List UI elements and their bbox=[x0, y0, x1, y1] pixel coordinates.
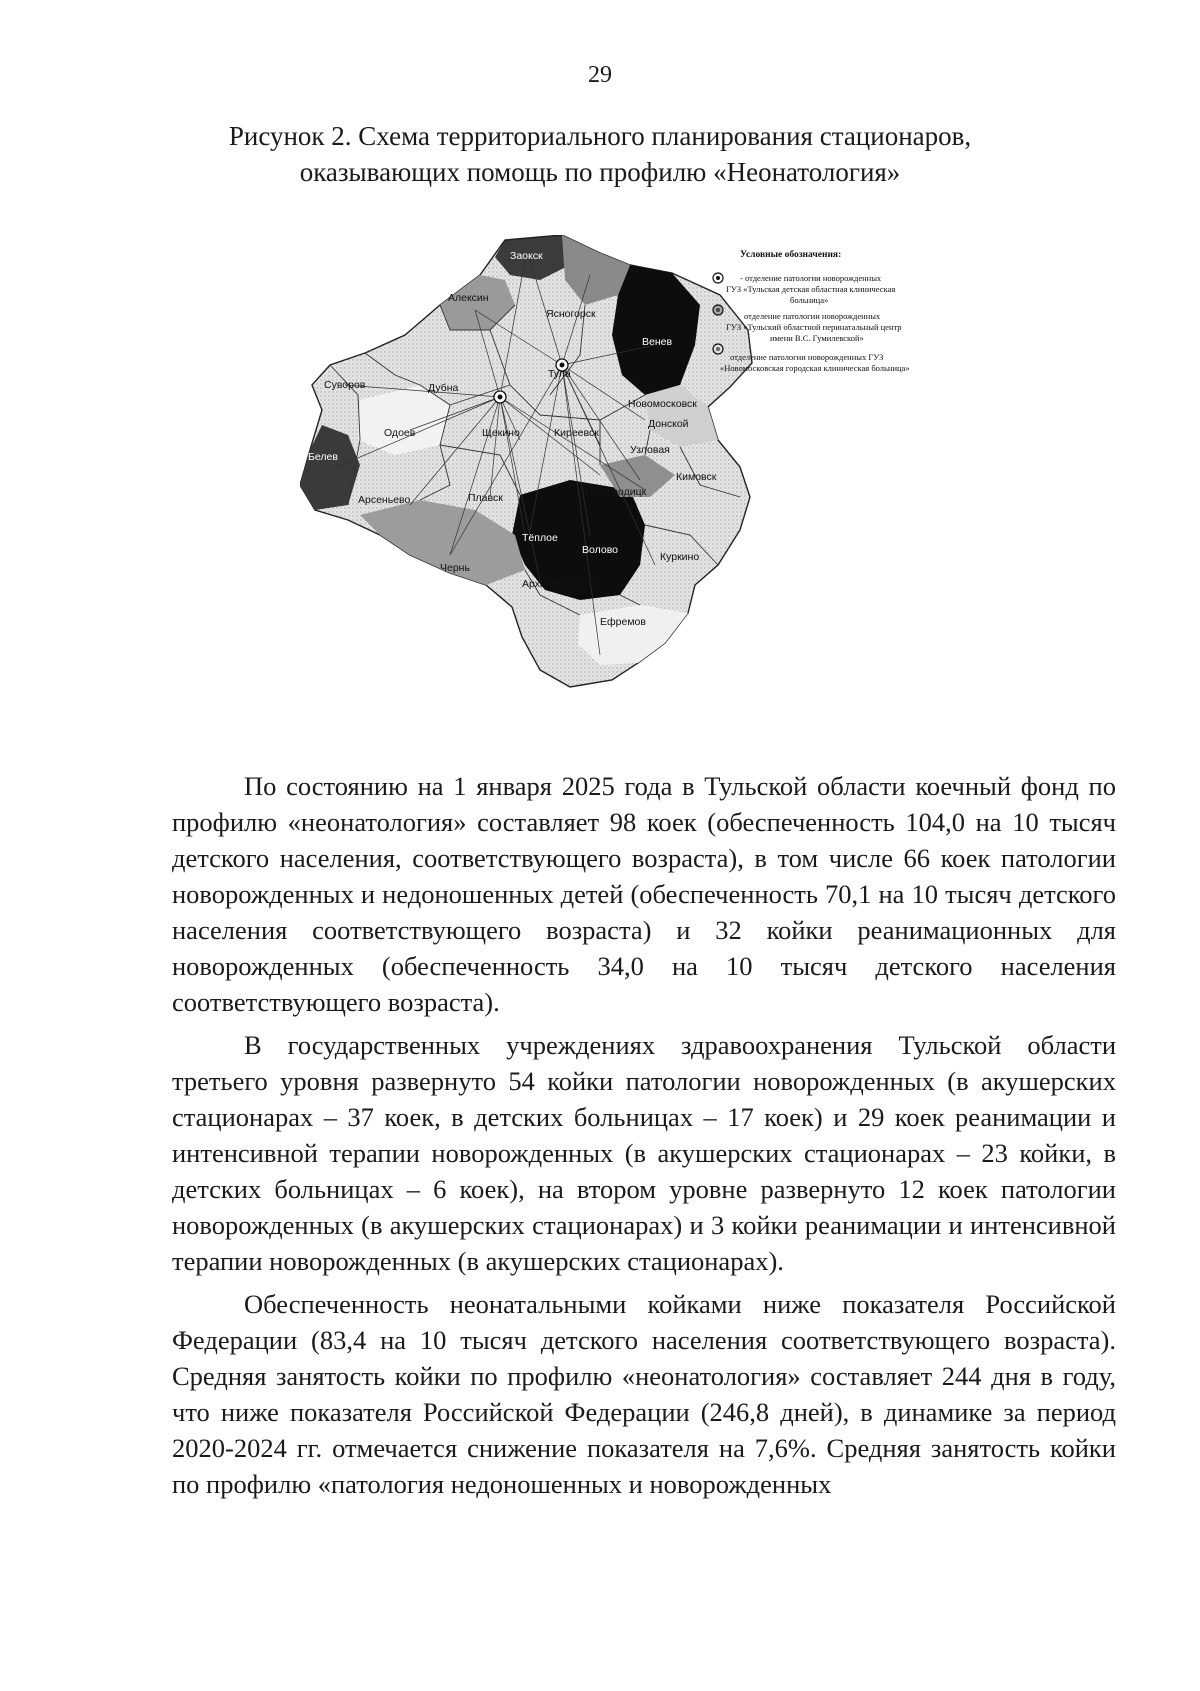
region-label-suvorov: Суворов bbox=[324, 379, 366, 391]
legend-item-1-line-3: больница» bbox=[790, 295, 829, 305]
region-label-kireevsk: Киреевск bbox=[554, 427, 599, 439]
hub-dubna-marker bbox=[494, 391, 506, 403]
region-label-arsenevo: Арсеньево bbox=[358, 494, 411, 506]
region-label-teploe: Тёплое bbox=[522, 532, 558, 544]
page-number: 29 bbox=[588, 62, 612, 88]
region-map-figure bbox=[300, 235, 1020, 715]
region-label-novomoskovsk: Новомосковск bbox=[628, 398, 697, 410]
map-legend bbox=[713, 249, 910, 373]
region-label-shchekino: Щекино bbox=[482, 427, 520, 439]
region-label-odoev: Одоев bbox=[384, 427, 416, 439]
region-label-aleksin: Алексин bbox=[448, 292, 489, 304]
region-label-yasnogorsk: Ясногорск bbox=[546, 308, 596, 320]
region-label-kurkino: Куркино bbox=[660, 551, 700, 563]
region-label-donskoy: Донской bbox=[648, 418, 689, 430]
figure-caption bbox=[150, 118, 1050, 190]
region-label-chern: Чернь bbox=[440, 562, 470, 574]
paragraph-1: По состоянию на 1 января 2025 года в Тульской области коечный фонд по профилю «неонатология» составляет 98 коек (обеспеченность 104,0 на 10 тысяч детского населения, соответствующего возраста), в том числе 66 коек патологии новорожденных и недоношенных детей (обеспеченность 70,1 на 10 тысяч детского населения соответствующего возраста) и 32 койки реанимационных для новорожденных (обеспеченность 34,0 на 10 тысяч детского населения соответствующего возраста). bbox=[172, 771, 1116, 1017]
figure-caption-line-1: Рисунок 2. Схема территориального планирования стационаров, bbox=[228, 121, 972, 151]
paragraph-3: Обеспеченность неонатальными койками ниже показателя Российской Федерации (83,4 на 10 тысяч детского населения соответствующего возраста). Средняя занятость койки по профилю «неонатология» составляет 244 дня в году, что ниже показателя Российской Федерации (246,8 дней), в динамике за период 2020-2024 гг. отмечается снижение показателя на 7,6%. Средняя занятость койки по профилю «патология недоношенных и новорожденных bbox=[172, 1289, 1116, 1499]
region-label-venev: Венев bbox=[642, 336, 673, 348]
legend-item-2-line-3: имени В.С. Гумилевской» bbox=[770, 333, 864, 343]
legend-item-3-line-2: «Новомосковская городская клиническая больница» bbox=[720, 363, 910, 373]
region-label-efremov: Ефремов bbox=[600, 616, 646, 628]
legend-item-2-line-1: отделение патологии новорожденных bbox=[744, 311, 881, 321]
legend-item-2-line-2: ГУЗ «Тульский областной перинатальный центр bbox=[726, 322, 902, 332]
legend-title: Условные обозначения: bbox=[740, 250, 842, 260]
legend-item-1-line-1: - отделение патологии новорожденных bbox=[740, 273, 882, 283]
region-label-plavsk: Плавск bbox=[468, 492, 503, 504]
legend-marker-1 bbox=[713, 273, 723, 283]
legend-item-3-line-1: отделение патологии новорожденных ГУЗ bbox=[730, 352, 884, 362]
region-label-tula: Тула bbox=[548, 368, 571, 380]
region-label-dubna: Дубна bbox=[428, 382, 459, 394]
region-label-arkhangelskoe: Архангельского bbox=[522, 578, 598, 590]
legend-marker-2 bbox=[713, 305, 723, 315]
region-label-belev: Белев bbox=[308, 451, 338, 463]
region-label-volovo: Волово bbox=[582, 544, 618, 556]
region-label-bogoroditsk: Богородицк bbox=[590, 486, 647, 498]
paragraph-2: В государственных учреждениях здравоохранения Тульской области третьего уровня развернуто 54 койки патологии новорожденных (в акушерских стационарах – 37 коек, в детских больницах – 17 коек) и 29 коек реанимации и интенсивной терапии новорожденных (в акушерских стационарах – 23 койки, в детских больницах – 6 коек), на втором уровне развернуто 12 коек патологии новорожденных (в акушерских стационарах) и 3 койки реанимации и интенсивной терапии новорожденных (в акушерских стационарах). bbox=[172, 1030, 1116, 1276]
body-text bbox=[172, 768, 1116, 1509]
region-label-uzlovaya: Узловая bbox=[630, 444, 670, 456]
region-map bbox=[300, 235, 1020, 715]
legend-marker-3 bbox=[713, 344, 723, 354]
figure-caption-line-2: оказывающих помощь по профилю «Неонатология» bbox=[299, 157, 901, 187]
region-label-kimovsk: Кимовск bbox=[676, 471, 717, 483]
legend-item-1-line-2: ГУЗ «Тульская детская областная клиническая bbox=[726, 284, 896, 294]
region-label-zaoksk: Заокск bbox=[510, 250, 543, 262]
